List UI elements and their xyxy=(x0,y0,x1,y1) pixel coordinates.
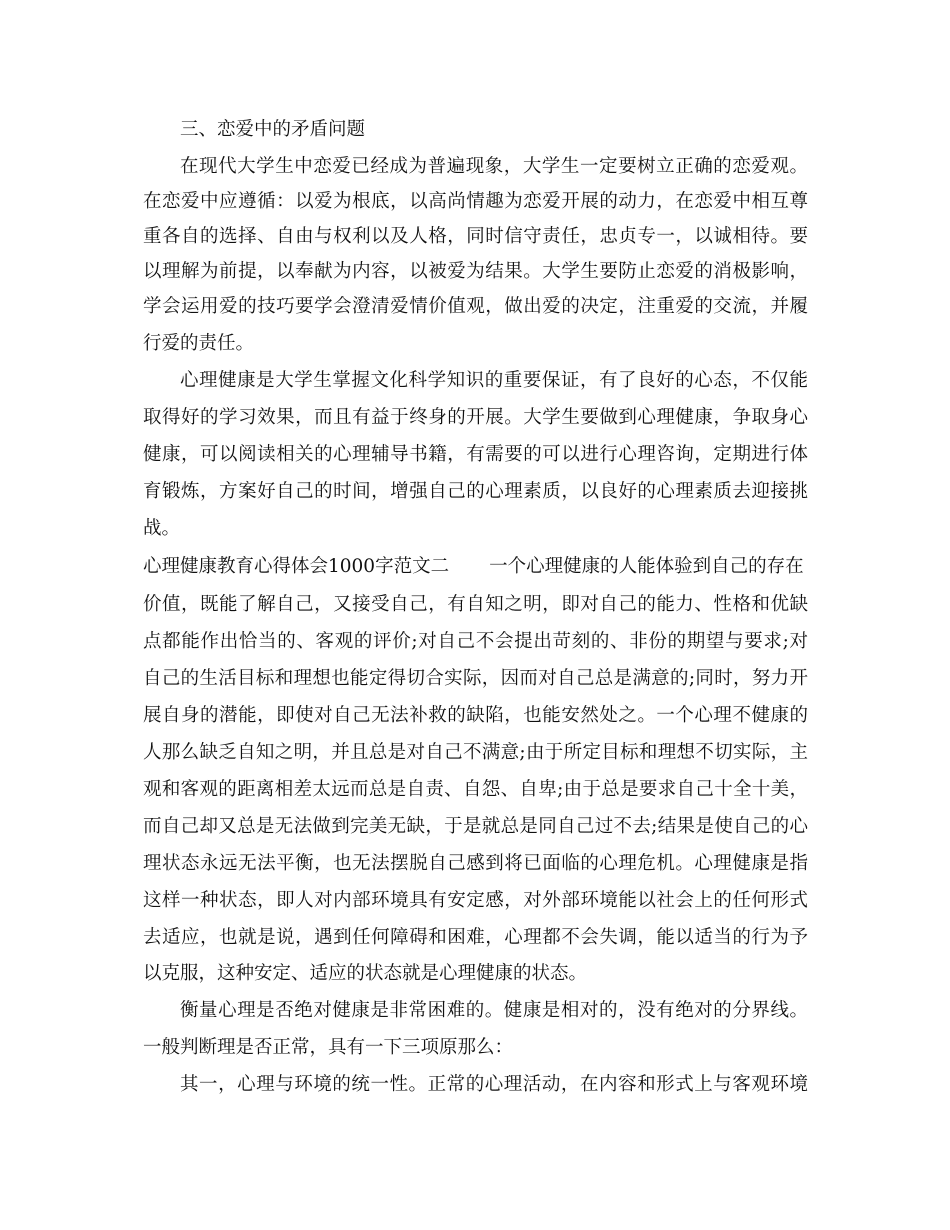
paragraph-line: 理状态永远无法平衡，也无法摆脱自己感到将已面临的心理危机。心理健康是指 xyxy=(143,853,808,874)
paragraph-line: 展自身的潜能，即使对自己无法补救的缺陷，也能安然处之。一个心理不健康的 xyxy=(143,705,808,726)
paragraph-line: 取得好的学习效果，而且有益于终身的开展。大学生要做到心理健康，争取身心 xyxy=(143,407,808,428)
paragraph-line: 自己的生活目标和理想也能定得切合实际，因而对自己总是满意的;同时，努力开 xyxy=(143,668,808,689)
paragraph-line: 战。 xyxy=(143,518,181,539)
paragraph-line: 点都能作出恰当的、客观的评价;对自己不会提出苛刻的、非份的期望与要求;对 xyxy=(143,631,808,652)
paragraph-line: 在现代大学生中恋爱已经成为普遍现象，大学生一定要树立正确的恋爱观。 xyxy=(180,156,808,177)
section-first-line-text: 一个心理健康的人能体验到自己的存在 xyxy=(489,556,804,577)
paragraph-line: 以克服，这种安定、适应的状态就是心理健康的状态。 xyxy=(143,963,588,984)
paragraph-line: 重各自的选择、自由与权利以及人格，同时信守责任，忠贞专一，以诚相待。要 xyxy=(143,226,808,247)
paragraph-line: 其一，心理与环境的统一性。正常的心理活动，在内容和形式上与客观环境 xyxy=(180,1074,808,1095)
paragraph-line: 而自己却又总是无法做到完美无缺，于是就总是同自己过不去;结果是使自己的心 xyxy=(143,816,808,837)
paragraph-line: 这样一种状态，即人对内部环境具有安定感，对外部环境能以社会上的任何形式 xyxy=(143,890,808,911)
paragraph-line: 育锻炼，方案好自己的时间，增强自己的心理素质，以良好的心理素质去迎接挑 xyxy=(143,481,808,502)
paragraph-line: 去适应，也就是说，遇到任何障碍和困难，心理都不会失调，能以适当的行为予 xyxy=(143,927,808,948)
paragraph-line: 行爱的责任。 xyxy=(143,333,255,354)
section-heading: 三、恋爱中的矛盾问题 xyxy=(180,119,366,140)
paragraph-line: 观和客观的距离相差太远而总是自责、自怨、自卑;由于总是要求自己十全十美， xyxy=(143,779,808,800)
paragraph-line: 在恋爱中应遵循：以爱为根底，以高尚情趣为恋爱开展的动力，在恋爱中相互尊 xyxy=(143,191,808,212)
paragraph-line: 一般判断理是否正常，具有一下三项原那么： xyxy=(143,1037,514,1058)
paragraph-line: 以理解为前提，以奉献为内容，以被爱为结果。大学生要防止恋爱的消极影响， xyxy=(143,261,808,282)
paragraph-line: 衡量心理是否绝对健康是非常困难的。健康是相对的，没有绝对的分界线。 xyxy=(180,1000,808,1021)
paragraph-line: 健康，可以阅读相关的心理辅导书籍，有需要的可以进行心理咨询，定期进行体 xyxy=(143,444,808,465)
section-title: 心理健康教育心得体会1000字范文二 xyxy=(143,556,450,577)
paragraph-line: 心理健康是大学生掌握文化科学知识的重要保证，有了良好的心态，不仅能 xyxy=(180,370,808,391)
paragraph-line: 价值，既能了解自己，又接受自己，有自知之明，即对自己的能力、性格和优缺 xyxy=(143,594,808,615)
paragraph-line: 学会运用爱的技巧要学会澄清爱情价值观，做出爱的决定，注重爱的交流，并履 xyxy=(143,296,808,317)
section-title-line xyxy=(143,548,808,586)
paragraph-line: 人那么缺乏自知之明，并且总是对自己不满意;由于所定目标和理想不切实际，主 xyxy=(143,742,808,763)
